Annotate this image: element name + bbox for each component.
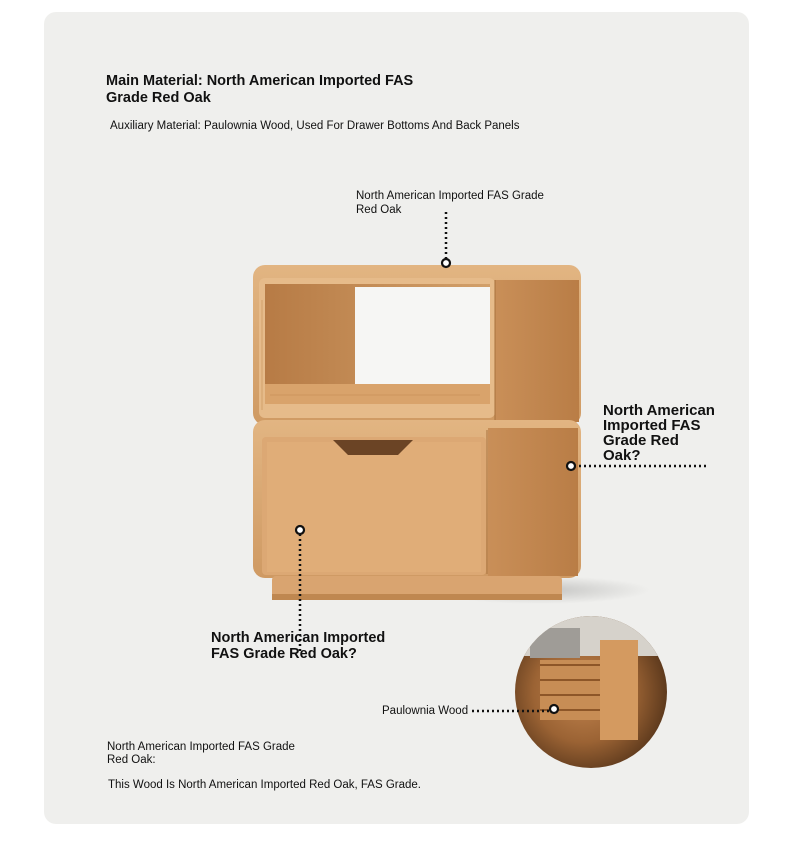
lower-drawer-unit — [253, 420, 581, 600]
callout-right-label: North American Imported FAS Grade Red Oak? — [603, 402, 715, 464]
wood-info-title: North American Imported FAS Grade Red Oak: — [107, 741, 295, 766]
drawer-joint-closeup — [515, 616, 667, 768]
wood-info-description: This Wood Is North American Imported Red Oak, FAS Grade. — [108, 779, 421, 791]
callout-top-label: North American Imported FAS Grade Red Oak — [356, 190, 544, 216]
auxiliary-material-text: Auxiliary Material: Paulownia Wood, Used For Drawer Bottoms And Back Panels — [110, 120, 520, 132]
callout-left-label: North American Imported FAS Grade Red Oak? — [211, 630, 386, 662]
callout-paulownia-label: Paulownia Wood — [382, 705, 469, 717]
main-material-heading: Main Material: North American Imported FAS Grade Red Oak — [106, 73, 414, 106]
upper-open-shelf — [253, 265, 581, 425]
